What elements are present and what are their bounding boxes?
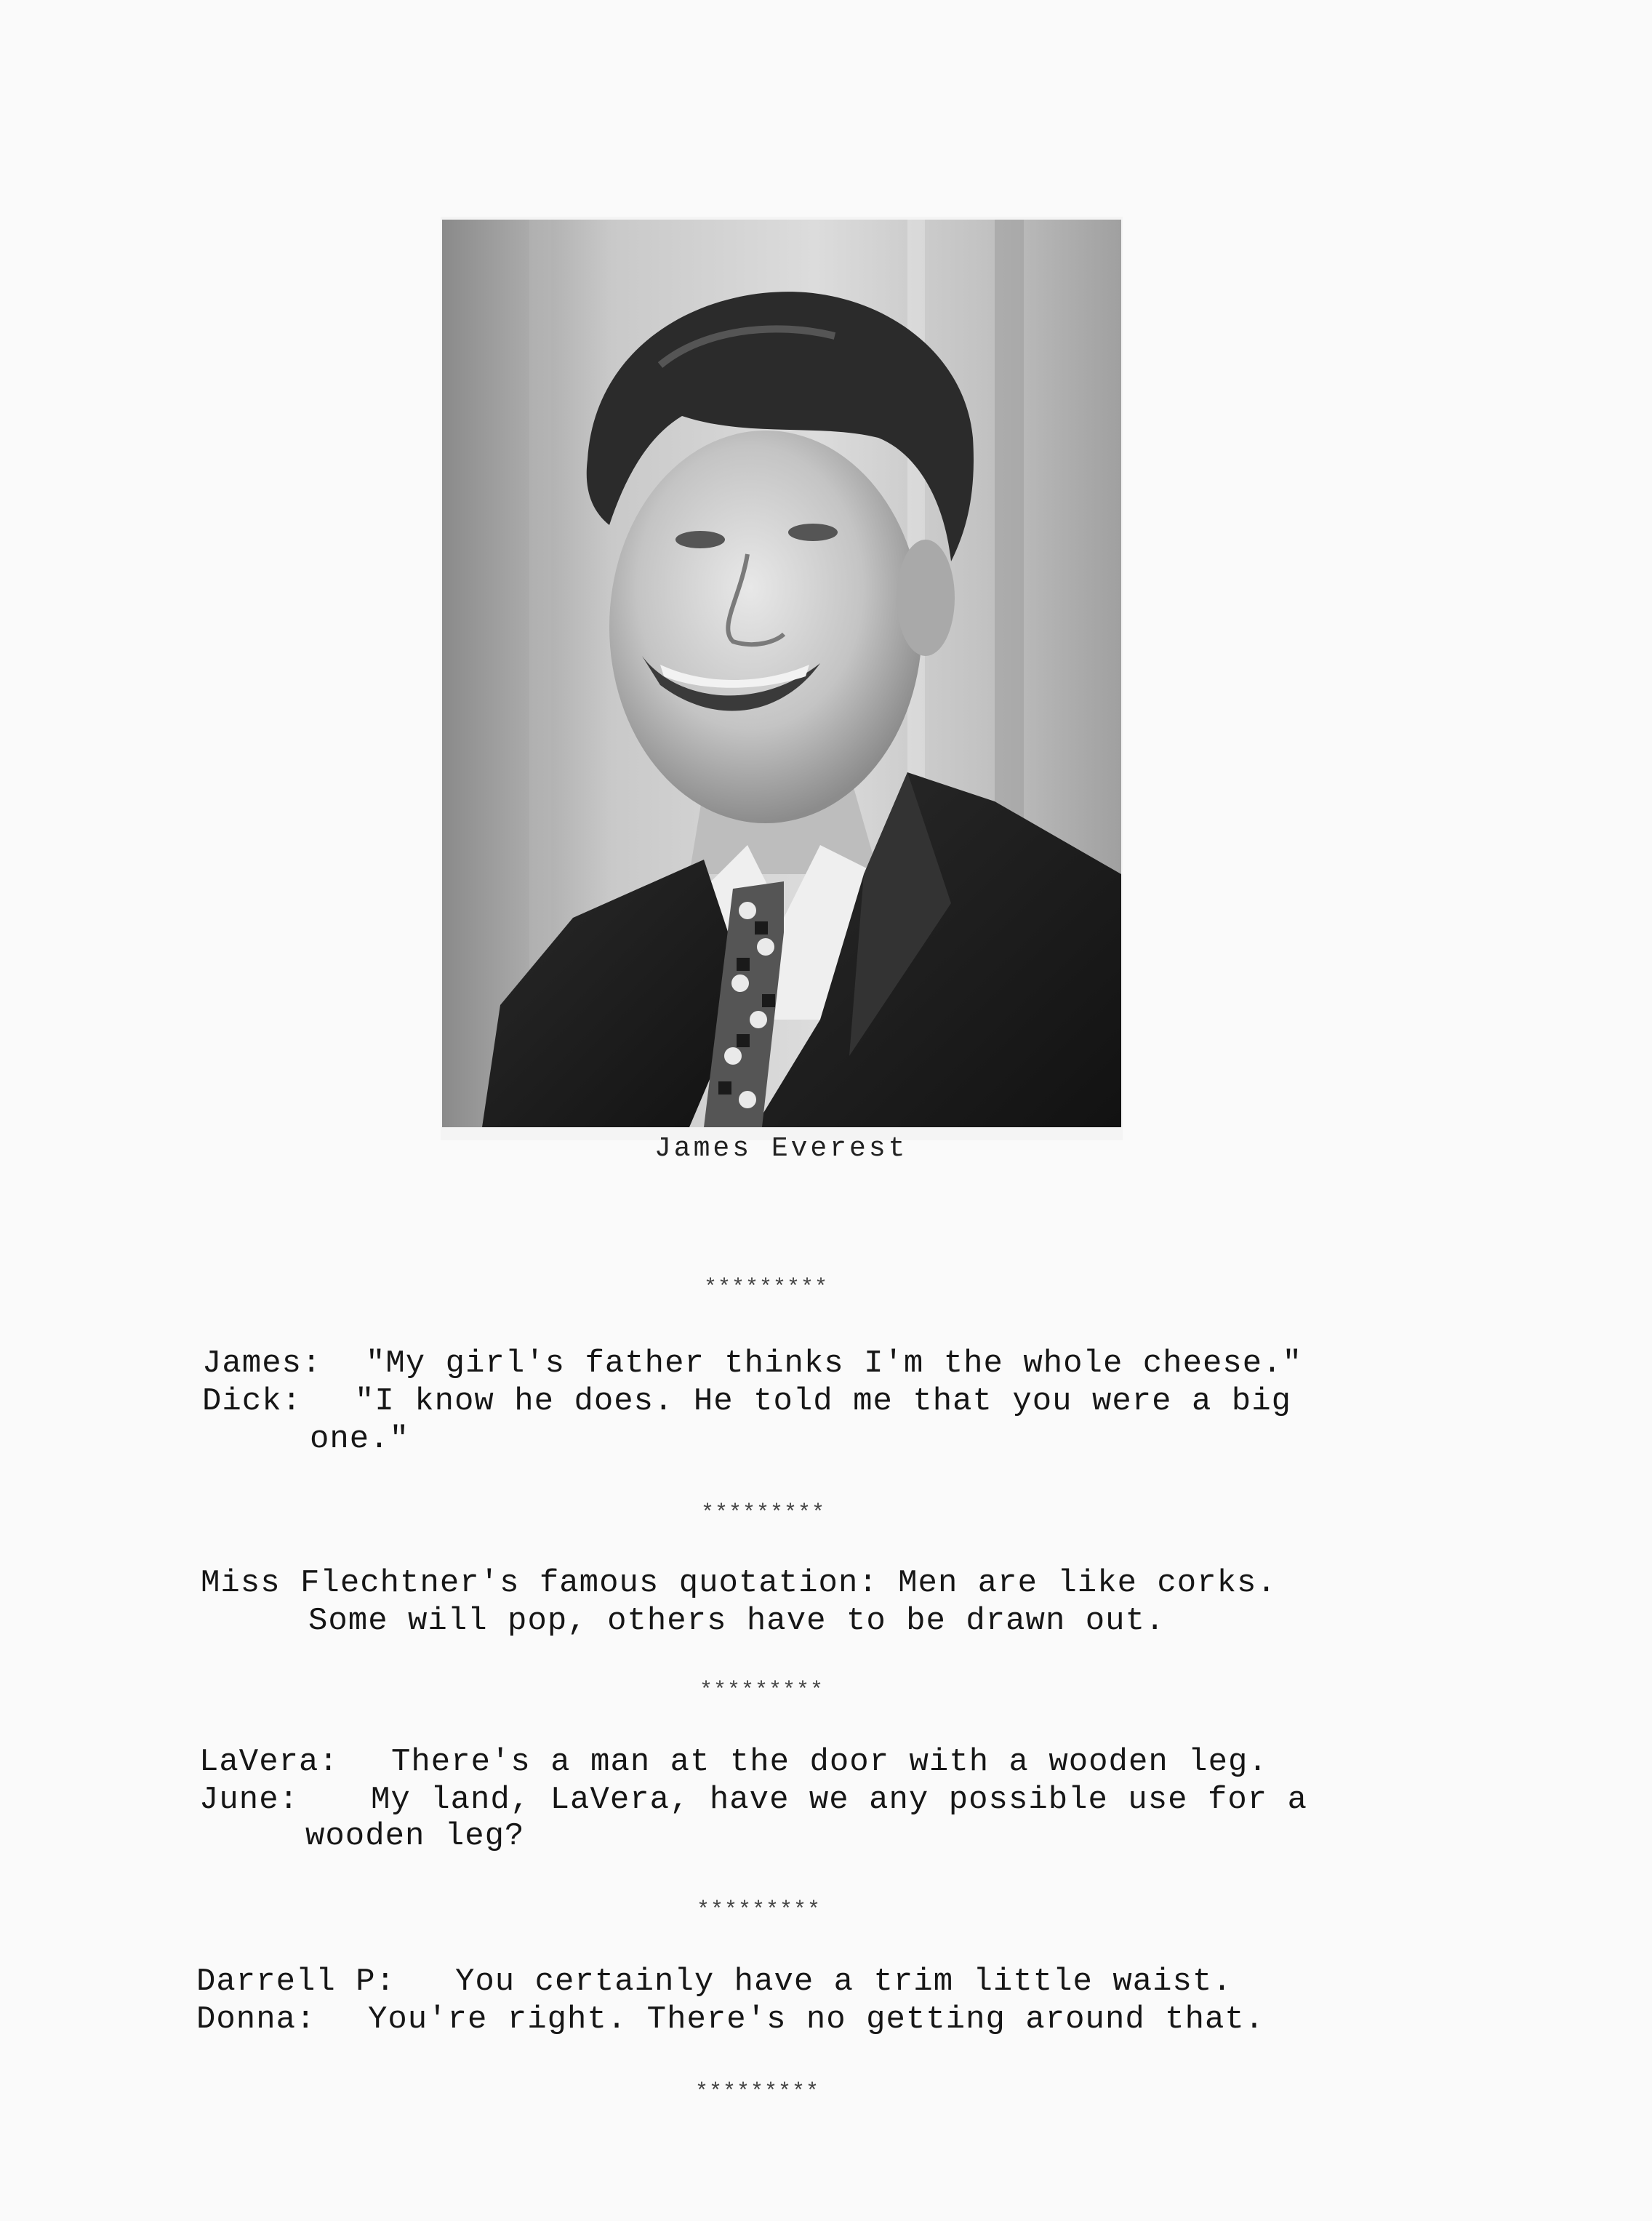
- joke-2-line-2: [308, 1603, 1165, 1639]
- divider-3: *********: [699, 1678, 825, 1703]
- joke-3-line-1: [199, 1744, 1268, 1780]
- speaker-label: Darrell P:: [196, 1964, 396, 2000]
- joke-3-line-3: [305, 1818, 524, 1854]
- photo-caption: James Everest: [654, 1133, 908, 1164]
- joke-3-line-2: [199, 1782, 1307, 1818]
- joke-text: Miss Flechtner's famous quotation: Men are like corks.: [201, 1565, 1277, 1601]
- joke-text: "My girl's father thinks I'm the whole cheese.": [366, 1345, 1303, 1382]
- joke-1-line-1: [202, 1345, 1302, 1382]
- divider-2: *********: [701, 1501, 826, 1526]
- joke-text: wooden leg?: [305, 1818, 525, 1854]
- portrait-frame: [441, 217, 1123, 1140]
- joke-text: "I know he does. He told me that you were a big: [355, 1383, 1292, 1420]
- joke-text: There's a man at the door with a wooden leg.: [391, 1744, 1268, 1780]
- divider-4: *********: [697, 1898, 822, 1923]
- joke-2-line-1: [201, 1565, 1277, 1601]
- joke-text: You certainly have a trim little waist.: [455, 1964, 1232, 2000]
- divider-1: *********: [704, 1276, 829, 1300]
- joke-text: You're right. There's no getting around that.: [368, 2001, 1265, 2038]
- joke-1-line-2: [202, 1383, 1291, 1420]
- speaker-label: James:: [202, 1345, 322, 1382]
- speaker-label: June:: [199, 1782, 300, 1818]
- speaker-label: LaVera:: [199, 1744, 339, 1780]
- speaker-label: Donna:: [196, 2001, 316, 2038]
- joke-text: one.": [310, 1421, 410, 1457]
- speaker-label: Dick:: [202, 1383, 302, 1420]
- portrait-photo: [442, 220, 1121, 1127]
- joke-text: My land, LaVera, have we any possible use for a: [371, 1782, 1308, 1818]
- divider-5: *********: [695, 2080, 820, 2105]
- joke-1-line-3: [310, 1421, 409, 1457]
- joke-4-line-1: [196, 1964, 1232, 2000]
- joke-4-line-2: [196, 2001, 1264, 2038]
- joke-text: Some will pop, others have to be drawn out.: [308, 1603, 1166, 1639]
